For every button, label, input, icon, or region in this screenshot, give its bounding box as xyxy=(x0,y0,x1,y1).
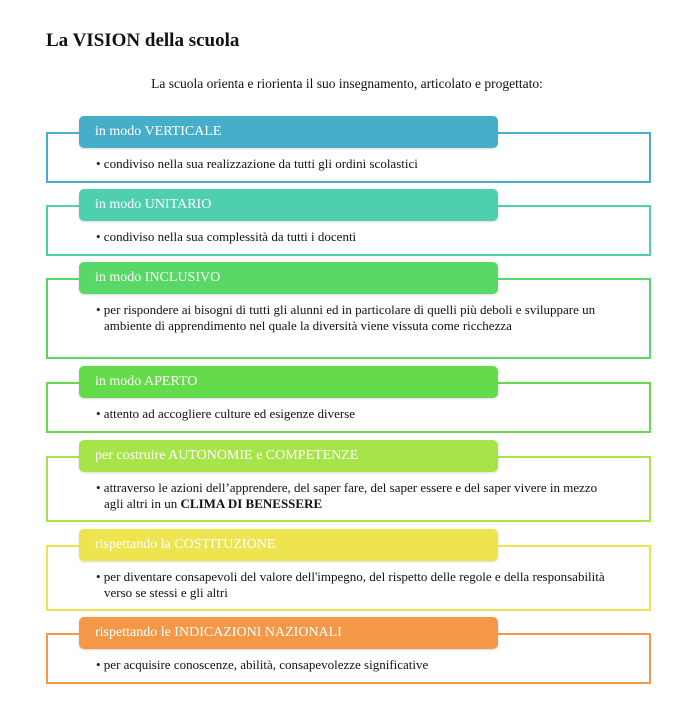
block-heading: in modo UNITARIO xyxy=(79,189,498,221)
block-text-main: • attraverso le azioni dell’apprendere, del saper fare, del saper essere e del saper vivere in mezzo agli altri in un xyxy=(96,480,598,511)
block-heading: in modo APERTO xyxy=(79,366,498,398)
vision-block-autonomie xyxy=(46,440,651,522)
block-heading: in modo INCLUSIVO xyxy=(79,262,498,294)
block-text: • condiviso nella sua realizzazione da tutti gli ordini scolastici xyxy=(96,156,418,171)
intro-text: La scuola orienta e riorienta il suo insegnamento, articolato e progettato: xyxy=(151,76,543,91)
vision-block-costituzione xyxy=(46,529,651,611)
block-heading: per costruire AUTONOMIE e COMPETENZE xyxy=(79,440,498,472)
block-heading: rispettando le INDICAZIONI NAZIONALI xyxy=(79,617,498,649)
block-heading: in modo VERTICALE xyxy=(79,116,498,148)
block-text-emphasis: CLIMA DI BENESSERE xyxy=(180,496,323,511)
vision-block-unitario xyxy=(46,189,651,256)
block-text: • condiviso nella sua complessità da tutti i docenti xyxy=(96,229,357,244)
page-title: La VISION della scuola xyxy=(46,30,240,51)
block-text: • per acquisire conoscenze, abilità, consapevolezze significative xyxy=(96,657,429,672)
block-text: • per diventare consapevoli del valore dell'impegno, del rispetto delle regole e della responsabilità verso se stessi e gli altri xyxy=(96,569,605,600)
vision-block-indicazioni xyxy=(46,617,651,684)
block-text: • per rispondere ai bisogni di tutti gli alunni ed in particolare di quelli più deboli e sviluppare un ambiente di apprendimento nel quale la diversità viene vissuta come ricchezza xyxy=(96,302,596,333)
vision-block-inclusivo xyxy=(46,262,651,359)
block-text: • attento ad accogliere culture ed esigenze diverse xyxy=(96,406,356,421)
block-heading: rispettando la COSTITUZIONE xyxy=(79,529,498,561)
block-text xyxy=(96,480,611,512)
vision-block-verticale xyxy=(46,116,651,183)
vision-block-aperto xyxy=(46,366,651,433)
